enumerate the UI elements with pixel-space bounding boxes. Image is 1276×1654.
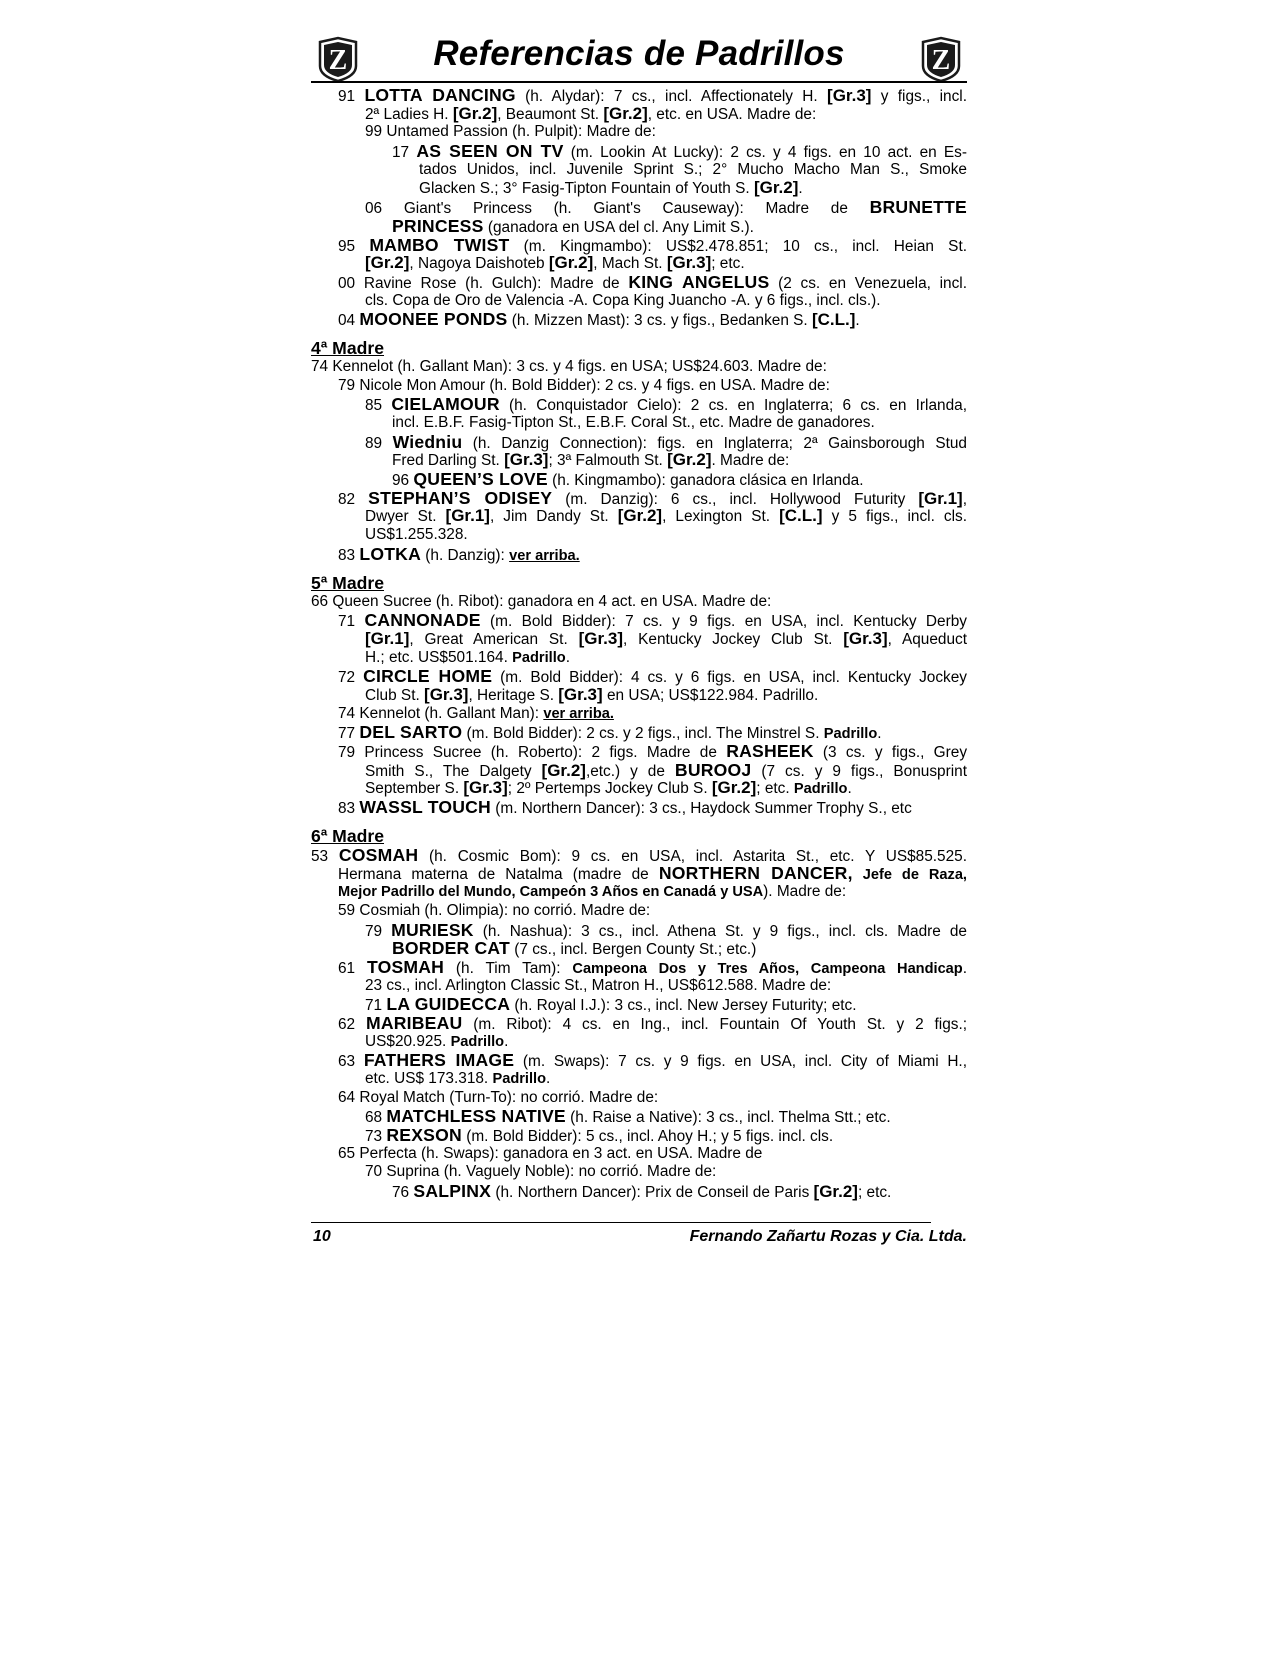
- line-text: tados Unidos, incl. Juvenile Sprint S.; 2° Mucho Macho Man S., Smoke: [419, 160, 967, 178]
- pedigree-line: [338, 667, 967, 686]
- grade-badge: [Gr.2]: [667, 450, 712, 470]
- horse-name: REXSON: [386, 1125, 462, 1146]
- grade-badge: [Gr.1]: [365, 628, 410, 648]
- line-text: 62: [338, 1015, 366, 1033]
- brand-logo-icon: [919, 36, 963, 82]
- line-text: incl. E.B.F. Fasig-Tipton St., E.B.F. Coral St., etc. Madre de ganadores.: [392, 414, 875, 431]
- emphasis-text: Padrillo: [512, 649, 566, 666]
- line-text: , Heritage S.: [468, 686, 559, 704]
- line-text: 53: [311, 847, 339, 865]
- horse-name: LOTTA DANCING: [364, 85, 516, 105]
- page-title: Referencias de Padrillos: [433, 34, 845, 73]
- line-text: (h. Raise a Native): 3 cs., incl. Thelma Stt.; etc.: [565, 1109, 891, 1127]
- line-text: ; etc.: [756, 780, 794, 798]
- line-text: (h. Cosmic Bom): 9 cs. en USA, incl. Astarita St., etc. Y US$85.525.: [418, 847, 967, 865]
- line-text: (m. Northern Dancer): 3 cs., Haydock Summer Trophy S., etc: [490, 800, 912, 818]
- pedigree-line: [392, 217, 967, 236]
- pedigree-line: [338, 1051, 967, 1070]
- horse-name: FATHERS IMAGE: [363, 1050, 515, 1071]
- line-text: ; etc.: [711, 255, 745, 273]
- pedigree-line: [338, 273, 967, 292]
- header-rule: [311, 81, 967, 83]
- cross-reference-link[interactable]: ver arriba.: [543, 705, 614, 722]
- line-text: (h. Conquistador Cielo): 2 cs. en Inglaterra; 6 cs. en Irlanda,: [499, 397, 967, 415]
- line-text: , Kentucky Jockey Club St.: [623, 630, 844, 648]
- grade-badge: [Gr.3]: [843, 628, 888, 648]
- line-text: 76: [392, 1184, 414, 1202]
- pedigree-line: [392, 451, 967, 470]
- pedigree-line: [365, 433, 967, 452]
- pedigree-line: [365, 507, 967, 526]
- pedigree-line: [338, 883, 967, 902]
- pedigree-line: [338, 958, 967, 977]
- line-text: .: [546, 1070, 551, 1087]
- horse-name: TOSMAH: [366, 956, 445, 977]
- line-text: 83: [338, 546, 360, 564]
- line-text: .: [798, 180, 803, 198]
- line-text: 77: [338, 725, 360, 743]
- horse-name: LOTKA: [359, 543, 421, 564]
- horse-name: NORTHERN DANCER,: [658, 863, 853, 884]
- pedigree-line: [338, 86, 967, 105]
- line-text: 74 Kennelot (h. Gallant Man):: [338, 704, 544, 722]
- page-footer: [311, 1222, 967, 1250]
- line-text: (m. Ribot): 4 cs. en Ing., incl. Fountain Of Youth St. y 2 figs.;: [462, 1015, 967, 1033]
- pedigree-line: [365, 686, 967, 705]
- line-text: 99 Untamed Passion (h. Pulpit): Madre de:: [365, 123, 656, 141]
- emphasis-text: Padrillo: [793, 781, 848, 798]
- line-text: , etc. en USA. Madre de:: [647, 105, 817, 123]
- line-text: 65 Perfecta (h. Swaps): ganadora en 3 act. en USA. Madre de: [338, 1144, 763, 1162]
- pedigree-line: [338, 611, 967, 630]
- grade-badge: [Gr.2]: [541, 760, 586, 780]
- line-text: (h. Royal I.J.): 3 cs., incl. New Jersey Futurity; etc.: [510, 997, 857, 1015]
- line-text: ,: [962, 490, 967, 508]
- horse-name: BRUNETTE: [869, 197, 967, 218]
- line-text: , Nagoya Daishoteb: [409, 255, 549, 273]
- line-text: 06 Giant's Princess (h. Giant's Causeway): Madre de: [365, 200, 870, 218]
- line-text: (h. Danzig Connection): figs. en Inglaterra; 2ª Gainsborough Stud: [462, 434, 967, 452]
- page-header: [311, 30, 967, 82]
- pedigree-line: [365, 995, 967, 1014]
- horse-name: KING ANGELUS: [628, 271, 770, 292]
- pedigree-line: [365, 1163, 967, 1182]
- line-text: 85: [365, 397, 392, 415]
- pedigree-line: [392, 470, 967, 489]
- line-text: , Beaumont St.: [497, 105, 604, 123]
- line-text: ; 3ª Falmouth St.: [548, 452, 668, 470]
- document-page: [311, 30, 968, 1245]
- line-text: (h. Kingmambo): ganadora clásica en Irlanda.: [547, 472, 864, 490]
- pedigree-line: [365, 1107, 967, 1126]
- section-heading: 5ª Madre: [311, 572, 385, 593]
- line-text: .: [565, 648, 570, 666]
- pedigree-line: [338, 310, 967, 329]
- pedigree-line: [365, 1033, 967, 1052]
- line-text: H.; etc. US$501.164.: [365, 648, 513, 666]
- line-text: 70 Suprina (h. Vaguely Noble): no corrió. Madre de:: [365, 1163, 717, 1181]
- line-text: US$1.255.328.: [365, 526, 468, 544]
- horse-name: SALPINX: [413, 1181, 492, 1202]
- footer-rule: [311, 1222, 931, 1223]
- pedigree-line: [311, 358, 967, 377]
- logo-letter: Z: [931, 45, 951, 76]
- line-text: cls. Copa de Oro de Valencia -A. Copa King Juancho -A. y 6 figs., incl. cls.).: [365, 291, 881, 309]
- horse-name: BORDER CAT: [392, 938, 510, 959]
- line-text: (2 cs. en Venezuela, incl.: [769, 274, 968, 292]
- line-text: 83: [338, 800, 360, 818]
- line-text: .: [504, 1032, 509, 1050]
- grade-badge: [Gr.3]: [578, 628, 623, 648]
- line-text: .: [962, 959, 967, 977]
- pedigree-line: [338, 545, 967, 564]
- line-text: . Madre de:: [711, 452, 790, 470]
- pedigree-line: [365, 1070, 967, 1089]
- line-text: Glacken S.; 3° Fasig-Tipton Fountain of Youth S.: [419, 180, 754, 198]
- pedigree-line: [392, 1182, 967, 1201]
- horse-name: RASHEEK: [726, 741, 814, 761]
- line-text: y figs., incl.: [871, 88, 967, 105]
- pedigree-line: [311, 593, 967, 612]
- pedigree-line: [338, 798, 967, 817]
- emphasis-text: Padrillo: [823, 726, 878, 743]
- line-text: (h. Tim Tam):: [444, 959, 573, 977]
- line-text: 89: [365, 434, 393, 452]
- grade-badge: [Gr.3]: [558, 684, 603, 704]
- grade-badge: [Gr.2]: [617, 506, 663, 526]
- line-text: (7 cs., incl. Bergen County St.; etc.): [509, 941, 757, 959]
- line-text: 66 Queen Sucree (h. Ribot): ganadora en 4 act. en USA. Madre de:: [311, 592, 772, 610]
- line-text: 72: [338, 669, 364, 687]
- line-text: US$20.925.: [365, 1032, 451, 1050]
- line-text: Fred Darling St.: [392, 452, 505, 470]
- line-text: September S.: [365, 780, 464, 798]
- pedigree-line: [365, 921, 967, 940]
- pedigree-line: [365, 977, 967, 996]
- line-text: (m. Bold Bidder): 7 cs. y 9 figs. en USA, incl. Kentucky Derby: [480, 613, 967, 631]
- pedigree-line: [392, 414, 967, 433]
- pedigree-line: [365, 526, 967, 545]
- emphasis-text: Padrillo: [450, 1033, 505, 1050]
- line-text: 64 Royal Match (Turn-To): no corrió. Madre de:: [338, 1088, 659, 1106]
- pedigree-line: [338, 236, 967, 255]
- line-text: Club St.: [365, 686, 425, 704]
- line-text: 96: [392, 472, 414, 490]
- pedigree-line: [365, 254, 967, 273]
- line-text: ). Madre de:: [763, 883, 847, 901]
- line-text: , Aqueduct: [887, 630, 967, 648]
- grade-badge: [C.L.]: [811, 310, 856, 330]
- pedigree-line: [392, 142, 967, 161]
- pedigree-line: [338, 377, 967, 396]
- pedigree-line: [338, 1014, 967, 1033]
- grade-badge: [C.L.]: [779, 506, 823, 526]
- pedigree-line: [365, 123, 967, 142]
- pedigree-line: [419, 179, 967, 198]
- line-text: 2ª Ladies H.: [365, 105, 453, 123]
- grade-badge: [Gr.2]: [365, 253, 410, 273]
- cross-reference-link[interactable]: ver arriba.: [509, 547, 580, 564]
- line-text: (m. Swaps): 7 cs. y 9 figs. en USA, incl. City of Miami H.,: [514, 1053, 967, 1071]
- emphasis-text: Mejor Padrillo del Mundo, Campeón 3 Años en Canadá y USA: [338, 884, 764, 901]
- pedigree-line: [365, 649, 967, 668]
- grade-badge: [Gr.3]: [666, 253, 712, 273]
- grade-badge: [Gr.2]: [711, 778, 757, 798]
- line-text: 71: [338, 613, 365, 631]
- line-text: , Mach St.: [593, 255, 667, 273]
- line-text: (3 cs. y figs., Grey: [813, 744, 968, 761]
- pedigree-line: [365, 105, 967, 124]
- line-text: ; etc.: [857, 1184, 892, 1202]
- horse-name: PRINCESS: [392, 215, 484, 236]
- horse-name: MATCHLESS NATIVE: [386, 1106, 566, 1127]
- line-text: .: [877, 725, 882, 743]
- horse-name: COSMAH: [338, 844, 419, 865]
- grade-badge: [Gr.1]: [445, 506, 490, 526]
- line-text: (h. Nashua): 3 cs., incl. Athena St. y 9 figs., incl. cls. Madre de: [473, 922, 967, 940]
- pedigree-line: [338, 489, 967, 508]
- line-text: Smith S., The Dalgety: [365, 762, 542, 780]
- pedigree-line: [365, 761, 967, 780]
- horse-name: STEPHAN’S ODISEY: [368, 487, 553, 508]
- line-text: .: [855, 312, 860, 330]
- line-text: etc. US$ 173.318.: [365, 1070, 493, 1087]
- grade-badge: [Gr.2]: [548, 253, 594, 273]
- pedigree-line: [365, 198, 967, 217]
- line-text: 04: [338, 312, 360, 330]
- line-text: (m. Lookin At Lucky): 2 cs. y 4 figs. en 10 act. en Es-: [563, 144, 967, 162]
- pedigree-line: [365, 395, 967, 414]
- line-text: (h. Mizzen Mast): 3 cs. y figs., Bedanken S.: [507, 312, 812, 330]
- emphasis-text: Campeona Dos y Tres Años, Campeona Handicap: [572, 960, 963, 977]
- line-text: (m. Bold Bidder): 5 cs., incl. Ahoy H.; y 5 figs. incl. cls.: [461, 1128, 834, 1146]
- horse-name: MAMBO TWIST: [369, 234, 510, 255]
- line-text: 82: [338, 490, 369, 508]
- horse-name: CIELAMOUR: [391, 394, 500, 415]
- line-text: 68: [365, 1109, 387, 1127]
- line-text: 23 cs., incl. Arlington Classic St., Matron H., US$612.588. Madre de:: [365, 976, 832, 994]
- company-name: Fernando Zañartu Rozas y Cia. Ltda.: [689, 1228, 967, 1245]
- grade-badge: [Gr.3]: [827, 86, 872, 105]
- horse-name: MOONEE PONDS: [359, 309, 508, 330]
- line-text: , Lexington St.: [662, 508, 780, 526]
- horse-name: AS SEEN ON TV: [416, 141, 564, 162]
- line-text: (h. Northern Dancer): Prix de Conseil de Paris: [491, 1184, 814, 1202]
- line-text: 79: [365, 922, 392, 940]
- pedigree-line: [365, 1126, 967, 1145]
- horse-name: DEL SARTO: [359, 722, 463, 743]
- horse-name: MURIESK: [391, 919, 474, 940]
- emphasis-text: Jefe de Raza,: [862, 867, 967, 884]
- horse-name: BUROOJ: [674, 759, 752, 780]
- horse-name: WASSL TOUCH: [359, 797, 491, 818]
- pedigree-line: [419, 161, 967, 180]
- line-text: 95: [338, 237, 370, 255]
- line-text: (m. Danzig): 6 cs., incl. Hollywood Futurity: [552, 490, 919, 508]
- line-text: 79 Nicole Mon Amour (h. Bold Bidder): 2 cs. y 4 figs. en USA. Madre de:: [338, 376, 830, 394]
- line-text: (m. Bold Bidder): 2 cs. y 2 figs., incl. The Minstrel S.: [462, 725, 824, 743]
- section-heading: 4ª Madre: [311, 337, 385, 358]
- line-text: 79 Princess Sucree (h. Roberto): 2 figs. Madre de: [338, 744, 727, 761]
- line-text: y 5 figs., incl. cls.: [822, 508, 968, 526]
- grade-badge: [Gr.2]: [452, 103, 498, 123]
- line-text: (m. Bold Bidder): 4 cs. y 6 figs. en USA, incl. Kentucky Jockey: [492, 669, 968, 687]
- line-text: 74 Kennelot (h. Gallant Man): 3 cs. y 4 figs. en USA; US$24.603. Madre de:: [311, 357, 827, 375]
- horse-name: CANNONADE: [364, 610, 481, 631]
- pedigree-line: [338, 705, 967, 724]
- horse-name: CIRCLE HOME: [363, 666, 493, 687]
- line-text: [853, 866, 863, 883]
- pedigree-line: [338, 723, 967, 742]
- pedigree-line: [311, 846, 967, 865]
- grade-badge: [Gr.1]: [918, 488, 963, 508]
- page-number: 10: [313, 1228, 331, 1245]
- pedigree-line: [392, 939, 967, 958]
- line-text: (h. Danzig):: [421, 546, 510, 564]
- section-heading: 6ª Madre: [311, 825, 385, 846]
- line-text: 63: [338, 1053, 364, 1071]
- pedigree-line: [338, 1089, 967, 1108]
- line-text: Dwyer St.: [365, 508, 446, 526]
- pedigree-line: [338, 864, 967, 883]
- line-text: 17: [392, 144, 417, 162]
- line-text: ; 2º Pertemps Jockey Club S.: [507, 780, 712, 798]
- horse-name: LA GUIDECCA: [386, 994, 511, 1015]
- line-text: (ganadora en USA del cl. Any Limit S.).: [483, 218, 754, 236]
- line-text: 00 Ravine Rose (h. Gulch): Madre de: [338, 274, 629, 292]
- pedigree-line: [338, 1145, 967, 1164]
- pedigree-line: [365, 779, 967, 798]
- grade-badge: [Gr.3]: [504, 450, 549, 470]
- line-text: 61: [338, 959, 367, 977]
- line-text: 91: [338, 88, 365, 105]
- line-text: (m. Kingmambo): US$2.478.851; 10 cs., incl. Heian St.: [509, 237, 967, 255]
- horse-name: MARIBEAU: [366, 1012, 463, 1033]
- pedigree-line: [338, 742, 967, 761]
- line-text: en USA; US$122.984. Padrillo.: [602, 686, 819, 704]
- line-text: Hermana materna de Natalma (madre de: [338, 866, 659, 884]
- pedigree-line: [365, 292, 967, 311]
- logo-letter: Z: [328, 45, 348, 76]
- pedigree-body: [311, 86, 967, 1201]
- horse-name: Wiedniu: [392, 431, 463, 452]
- line-text: (7 cs. y 9 figs., Bonusprint: [751, 762, 967, 780]
- pedigree-line: [365, 630, 967, 649]
- line-text: , Great American St.: [409, 630, 579, 648]
- grade-badge: [Gr.2]: [813, 1182, 858, 1202]
- emphasis-text: Padrillo: [492, 1071, 547, 1087]
- grade-badge: [Gr.3]: [424, 684, 469, 704]
- line-text: 59 Cosmiah (h. Olimpia): no corrió. Madre de:: [338, 901, 651, 919]
- line-text: .: [847, 780, 852, 798]
- pedigree-line: [338, 902, 967, 921]
- line-text: , Jim Dandy St.: [489, 508, 618, 526]
- grade-badge: [Gr.2]: [753, 178, 799, 198]
- grade-badge: [Gr.3]: [463, 778, 508, 798]
- grade-badge: [Gr.2]: [603, 103, 648, 123]
- line-text: 73: [365, 1128, 387, 1146]
- line-text: (h. Alydar): 7 cs., incl. Affectionately H.: [515, 88, 828, 105]
- line-text: 71: [365, 997, 387, 1015]
- line-text: ,etc.) y de: [585, 762, 675, 780]
- horse-name: QUEEN’S LOVE: [413, 469, 548, 490]
